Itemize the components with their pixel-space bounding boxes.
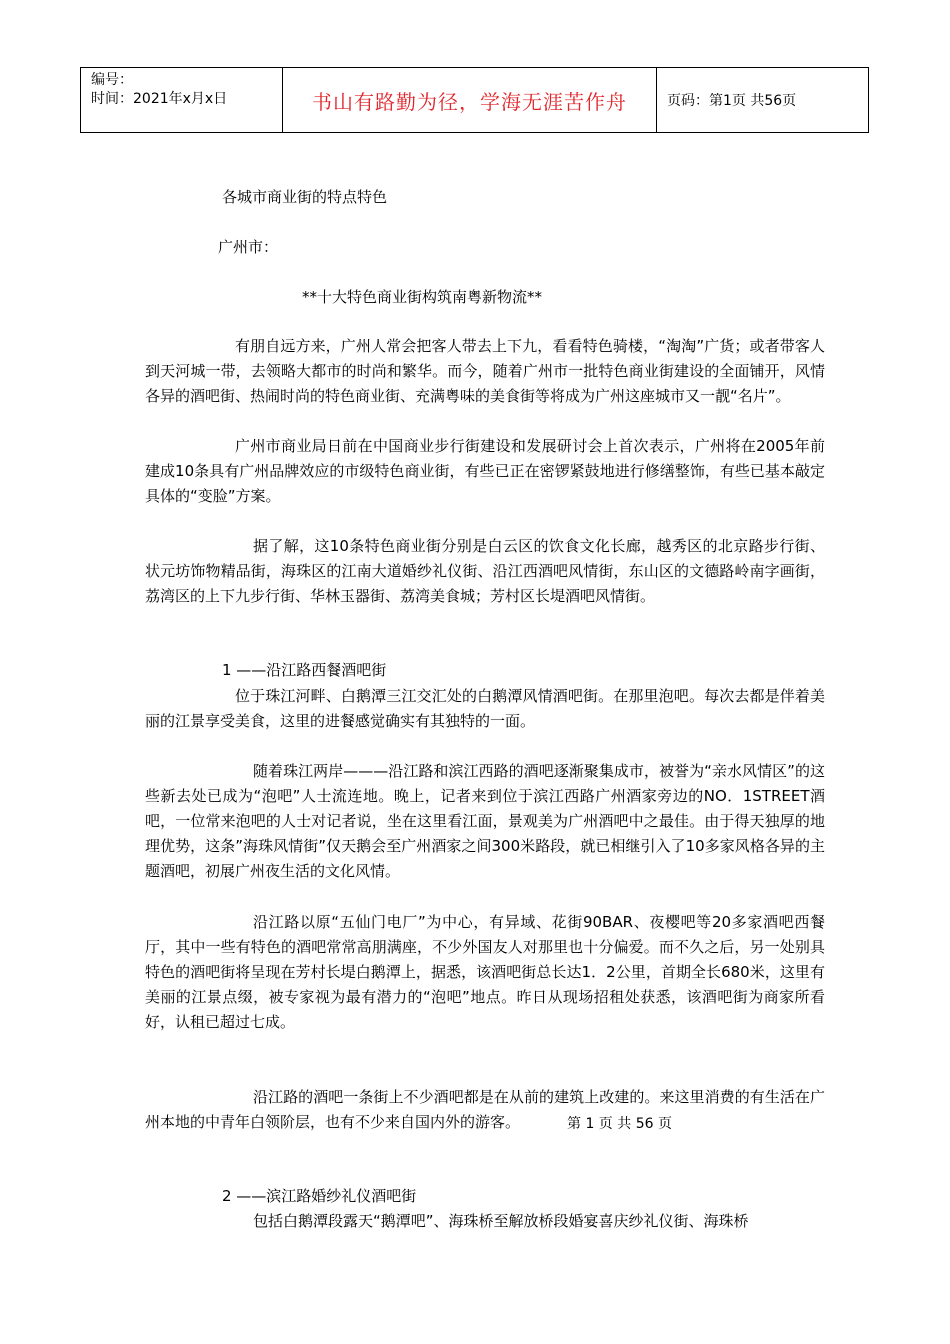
document-title: 各城市商业街的特点特色 bbox=[222, 188, 388, 206]
paragraph-7: 沿江路的酒吧一条街上不少酒吧都是在从前的建筑上改建的。来这里消费的有生活在广州本地的中青年白领阶层，也有不少来自国内外的游客。 bbox=[145, 1088, 825, 1131]
header-page-info: 页码：第1页 共56页 bbox=[667, 93, 797, 109]
paragraph-3: 据了解，这10条特色商业街分别是白云区的饮食文化长廊，越秀区的北京路步行街、状元坊饰物精品街，海珠区的江南大道婚纱礼仪街、沿江西酒吧风情街，东山区的文德路岭南字画街，荔湾区的上下九步行街、华林玉器街、荔湾美食城；芳村区长堤酒吧风情街。 bbox=[145, 537, 825, 605]
document-time-label: 时间：2021年x月x日 bbox=[91, 91, 228, 107]
article-subtitle: **十大特色商业街构筑南粤新物流** bbox=[302, 288, 543, 306]
paragraph-2: 广州市商业局日前在中国商业步行街建设和发展研讨会上首次表示，广州将在2005年前建成10条具有广州品牌效应的市级特色商业街，有些已正在密锣紧鼓地进行修缮整饰，有些已基本敲定具体的“变脸”方案。 bbox=[145, 437, 825, 505]
header-meta-cell bbox=[81, 68, 283, 132]
city-heading: 广州市： bbox=[218, 238, 279, 256]
section-1-title: 1 ——沿江路西餐酒吧街 bbox=[222, 661, 387, 679]
paragraph-6: 沿江路以原“五仙门电厂”为中心，有异域、花街90BAR、夜樱吧等20多家酒吧西餐厅，其中一些有特色的酒吧常常高朋满座，不少外国友人对那里也十分偏爱。而不久之后，另一处别具特色的酒吧街将呈现在芳村长堤白鹅潭上，据悉，该酒吧街总长达1．2公里，首期全长680米，这里有美丽的江景点缀，被专家视为最有潜力的“泡吧”地点。昨日从现场招租处获悉，该酒吧街为商家所看好，认租已超过七成。 bbox=[145, 913, 825, 1031]
section-2-title: 2 ——滨江路婚纱礼仪酒吧街 bbox=[222, 1187, 417, 1205]
paragraph-1: 有朋自远方来，广州人常会把客人带去上下九，看看特色骑楼，“淘淘”广货；或者带客人到天河城一带，去领略大都市的时尚和繁华。而今，随着广州市一批特色商业街建设的全面铺开，风情各异的酒吧街、热闹时尚的特色商业街、充满粤味的美食街等将成为广州这座城市又一靓“名片”。 bbox=[145, 337, 825, 405]
paragraph-8: 包括白鹅潭段露天“鹅潭吧”、海珠桥至解放桥段婚宴喜庆纱礼仪街、海珠桥 bbox=[253, 1212, 749, 1230]
header-table bbox=[80, 67, 869, 133]
page-footer-number: 第 1 页 共 56 页 bbox=[567, 1116, 672, 1132]
paragraph-4: 位于珠江河畔、白鹅潭三江交汇处的白鹅潭风情酒吧街。在那里泡吧。每次去都是伴着美丽的江景享受美食，这里的进餐感觉确实有其独特的一面。 bbox=[145, 687, 825, 730]
paragraph-5: 随着珠江两岸———沿江路和滨江西路的酒吧逐渐聚集成市，被誉为“亲水风情区”的这些新去处已成为“泡吧”人士流连地。晚上，记者来到位于滨江西路广州酒家旁边的NO．1STREET酒吧，一位常来泡吧的人士对记者说，坐在这里看江面，景观美为广州酒吧中之最佳。由于得天独厚的地理优势，这条”海珠风情街”仅天鹅会至广州酒家之间300米路段，就已相继引入了10多家风格各异的主题酒吧，初展广州夜生活的文化风情。 bbox=[145, 762, 825, 880]
document-number-label: 编号： bbox=[91, 72, 133, 88]
header-motto: 书山有路勤为径，学海无涯苦作舟 bbox=[283, 68, 657, 132]
